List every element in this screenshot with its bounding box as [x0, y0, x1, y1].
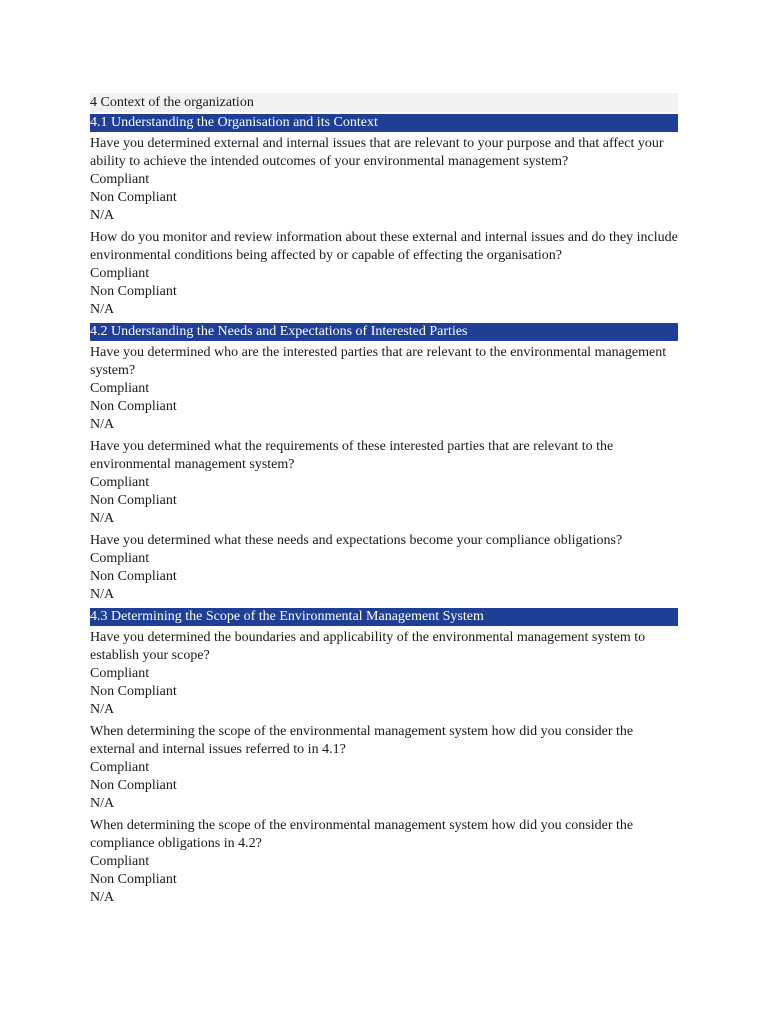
section [90, 608, 678, 907]
option-compliant[interactable]: Compliant [90, 475, 150, 490]
document-page [90, 93, 678, 911]
question-item [90, 532, 678, 604]
option-na[interactable]: N/A [90, 511, 115, 526]
question-item [90, 229, 678, 319]
option-compliant[interactable]: Compliant [90, 381, 150, 396]
option-compliant[interactable]: Compliant [90, 266, 150, 281]
option-non-compliant[interactable]: Non Compliant [90, 190, 177, 205]
question-item [90, 438, 678, 528]
question-text: Have you determined who are the interested parties that are relevant to the environmental management system? [90, 345, 667, 378]
option-non-compliant[interactable]: Non Compliant [90, 284, 177, 299]
question-item [90, 817, 678, 907]
option-non-compliant[interactable]: Non Compliant [90, 872, 177, 887]
section [90, 114, 678, 319]
question-text: Have you determined what the requirements of these interested parties that are relevant to the environmental management system? [90, 439, 614, 472]
option-na[interactable]: N/A [90, 302, 115, 317]
question-text: When determining the scope of the environmental management system how did you consider the compliance obligations in 4.2? [90, 818, 634, 851]
option-non-compliant[interactable]: Non Compliant [90, 569, 177, 584]
option-non-compliant[interactable]: Non Compliant [90, 684, 177, 699]
option-compliant[interactable]: Compliant [90, 760, 150, 775]
section [90, 323, 678, 604]
option-compliant[interactable]: Compliant [90, 854, 150, 869]
section-header: 4.2 Understanding the Needs and Expectations of Interested Parties [90, 323, 678, 341]
question-text: Have you determined what these needs and expectations become your compliance obligations? [90, 533, 623, 548]
question-item [90, 723, 678, 813]
option-non-compliant[interactable]: Non Compliant [90, 778, 177, 793]
question-item [90, 629, 678, 719]
option-compliant[interactable]: Compliant [90, 666, 150, 681]
question-text: How do you monitor and review information about these external and internal issues and do they include environmental conditions being affected by or capable of effecting the organisation? [90, 230, 678, 263]
option-non-compliant[interactable]: Non Compliant [90, 399, 177, 414]
question-text: Have you determined external and internal issues that are relevant to your purpose and that affect your ability to achieve the intended outcomes of your environmental management system? [90, 136, 664, 169]
question-text: When determining the scope of the environmental management system how did you consider the external and internal issues referred to in 4.1? [90, 724, 634, 757]
option-compliant[interactable]: Compliant [90, 172, 150, 187]
option-na[interactable]: N/A [90, 417, 115, 432]
sections-container [90, 114, 678, 907]
option-compliant[interactable]: Compliant [90, 551, 150, 566]
question-item [90, 344, 678, 434]
option-na[interactable]: N/A [90, 890, 115, 905]
question-item [90, 135, 678, 225]
option-non-compliant[interactable]: Non Compliant [90, 493, 177, 508]
question-text: Have you determined the boundaries and applicability of the environmental management system to establish your scope? [90, 630, 646, 663]
option-na[interactable]: N/A [90, 702, 115, 717]
document-title: 4 Context of the organization [90, 93, 678, 112]
section-header: 4.1 Understanding the Organisation and its Context [90, 114, 678, 132]
option-na[interactable]: N/A [90, 208, 115, 223]
option-na[interactable]: N/A [90, 587, 115, 602]
section-header: 4.3 Determining the Scope of the Environmental Management System [90, 608, 678, 626]
option-na[interactable]: N/A [90, 796, 115, 811]
